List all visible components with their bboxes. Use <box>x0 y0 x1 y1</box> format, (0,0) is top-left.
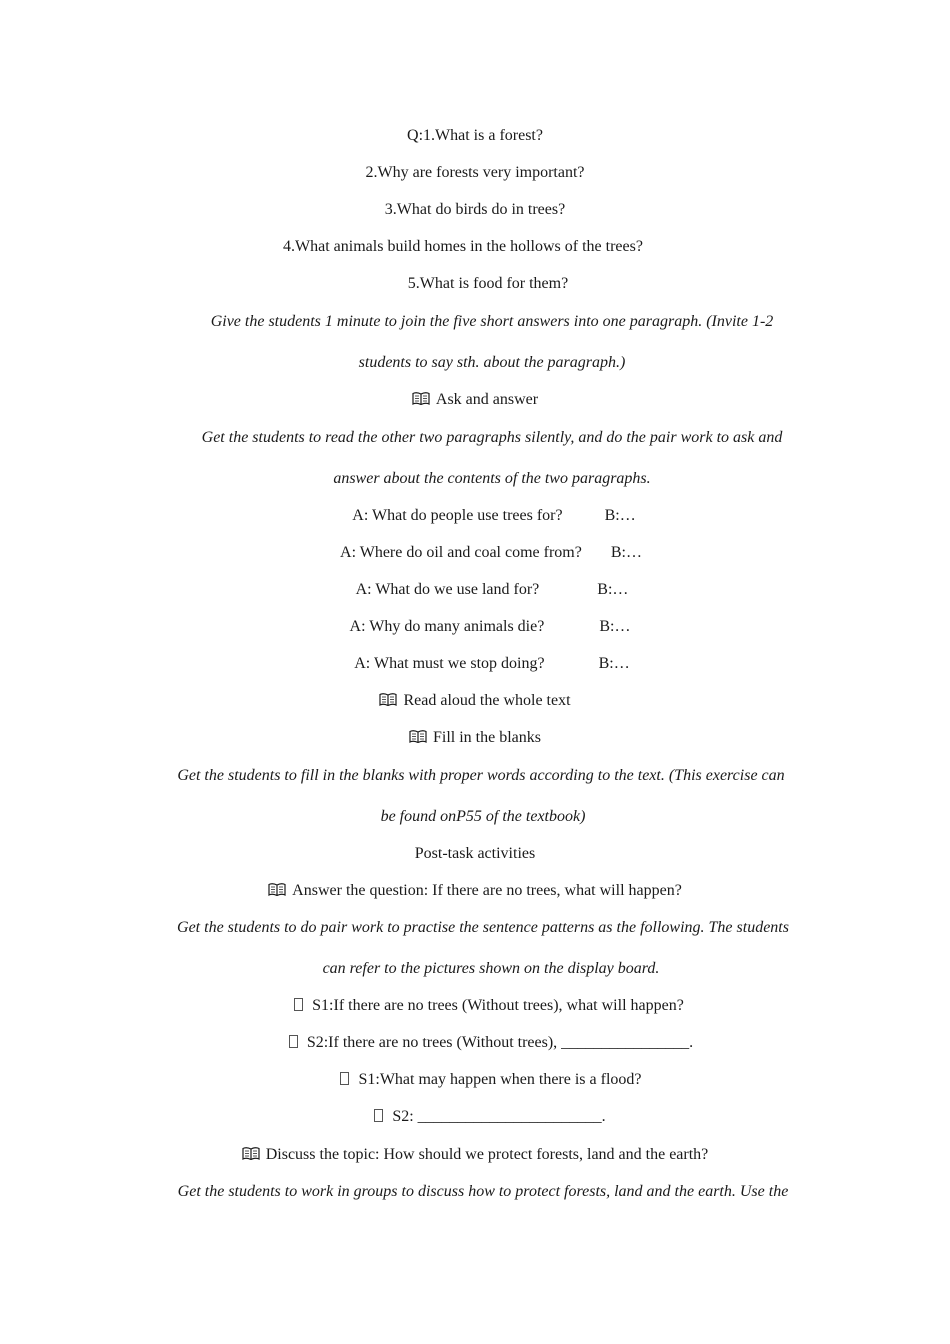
dialogue-answer: B:… <box>604 507 636 524</box>
book-icon <box>268 882 292 899</box>
instruction-3-line-1: Get the students to fill in the blanks with proper words according to the text. (This exercise can <box>177 767 785 784</box>
checkbox-bullet-icon <box>289 1035 298 1048</box>
instruction-2-line-1: Get the students to read the other two paragraphs silently, and do the pair work to ask and <box>201 429 783 446</box>
dialogue-question: A: What must we stop doing? <box>354 655 545 672</box>
dialogue-answer: B:… <box>610 544 642 561</box>
pattern-item <box>15 1107 950 1127</box>
dialogue-row <box>16 543 950 563</box>
pattern-text: S2:If there are no trees (Without trees), ________________. <box>306 1034 694 1051</box>
question-5: 5.What is food for them? <box>407 275 569 292</box>
book-icon <box>412 391 436 408</box>
book-icon <box>242 1146 266 1163</box>
instruction-1-line-2: students to say sth. about the paragraph.) <box>358 354 626 371</box>
checkbox-bullet-icon <box>340 1072 349 1085</box>
answer-question-heading <box>0 881 950 901</box>
discuss-heading <box>0 1145 950 1165</box>
question-1: Q:1.What is a forest? <box>407 127 543 144</box>
checkbox-bullet-icon <box>294 998 303 1011</box>
ask-and-answer-label: Ask and answer <box>435 391 539 408</box>
dialogue-question: A: Where do oil and coal come from? <box>340 544 582 561</box>
pattern-text: S1:If there are no trees (Without trees), what will happen? <box>312 997 684 1014</box>
dialogue-row <box>19 506 950 526</box>
book-icon <box>409 729 433 746</box>
discuss-label: Discuss the topic: How should we protect forests, land and the earth? <box>265 1146 709 1163</box>
dialogue-question: A: What do people use trees for? <box>352 507 563 524</box>
question-2: 2.Why are forests very important? <box>365 164 585 181</box>
checkbox-bullet-icon <box>374 1109 383 1122</box>
dialogue-question: A: Why do many animals die? <box>349 618 545 635</box>
instruction-1-line-1: Give the students 1 minute to join the five short answers into one paragraph. (Invite 1-2 <box>210 313 774 330</box>
instruction-2-line-2: answer about the contents of the two paragraphs. <box>333 470 651 487</box>
question-4: 4.What animals build homes in the hollows of the trees? <box>283 238 643 255</box>
dialogue-row <box>17 654 950 674</box>
pattern-item <box>16 1033 950 1053</box>
fill-blanks-label: Fill in the blanks <box>433 729 541 746</box>
pattern-text: S1:What may happen when there is a flood? <box>358 1071 642 1088</box>
instruction-4-line-1: Get the students to do pair work to practise the sentence patterns as the following. The students <box>177 919 789 936</box>
dialogue-answer: B:… <box>597 581 629 598</box>
dialogue-row <box>17 580 950 600</box>
question-3: 3.What do birds do in trees? <box>384 201 566 218</box>
fill-blanks-heading <box>0 728 950 748</box>
read-aloud-label: Read aloud the whole text <box>403 692 571 709</box>
instruction-3-line-2: be found onP55 of the textbook) <box>380 808 586 825</box>
post-task-heading: Post-task activities <box>414 845 536 862</box>
dialogue-answer: B:… <box>598 655 630 672</box>
answer-question-label: Answer the question: If there are no trees, what will happen? <box>292 882 682 899</box>
instruction-5-line-1: Get the students to work in groups to discuss how to protect forests, land and the earth. Use the <box>177 1183 789 1200</box>
pattern-item <box>16 1070 950 1090</box>
pattern-item <box>14 996 950 1016</box>
book-icon <box>379 692 403 709</box>
dialogue-row <box>15 617 950 637</box>
ask-and-answer-heading <box>0 390 950 410</box>
instruction-4-line-2: can refer to the pictures shown on the display board. <box>322 960 660 977</box>
dialogue-question: A: What do we use land for? <box>355 581 540 598</box>
read-aloud-heading <box>0 691 950 711</box>
pattern-text: S2: _______________________. <box>392 1108 606 1125</box>
dialogue-answer: B:… <box>599 618 631 635</box>
